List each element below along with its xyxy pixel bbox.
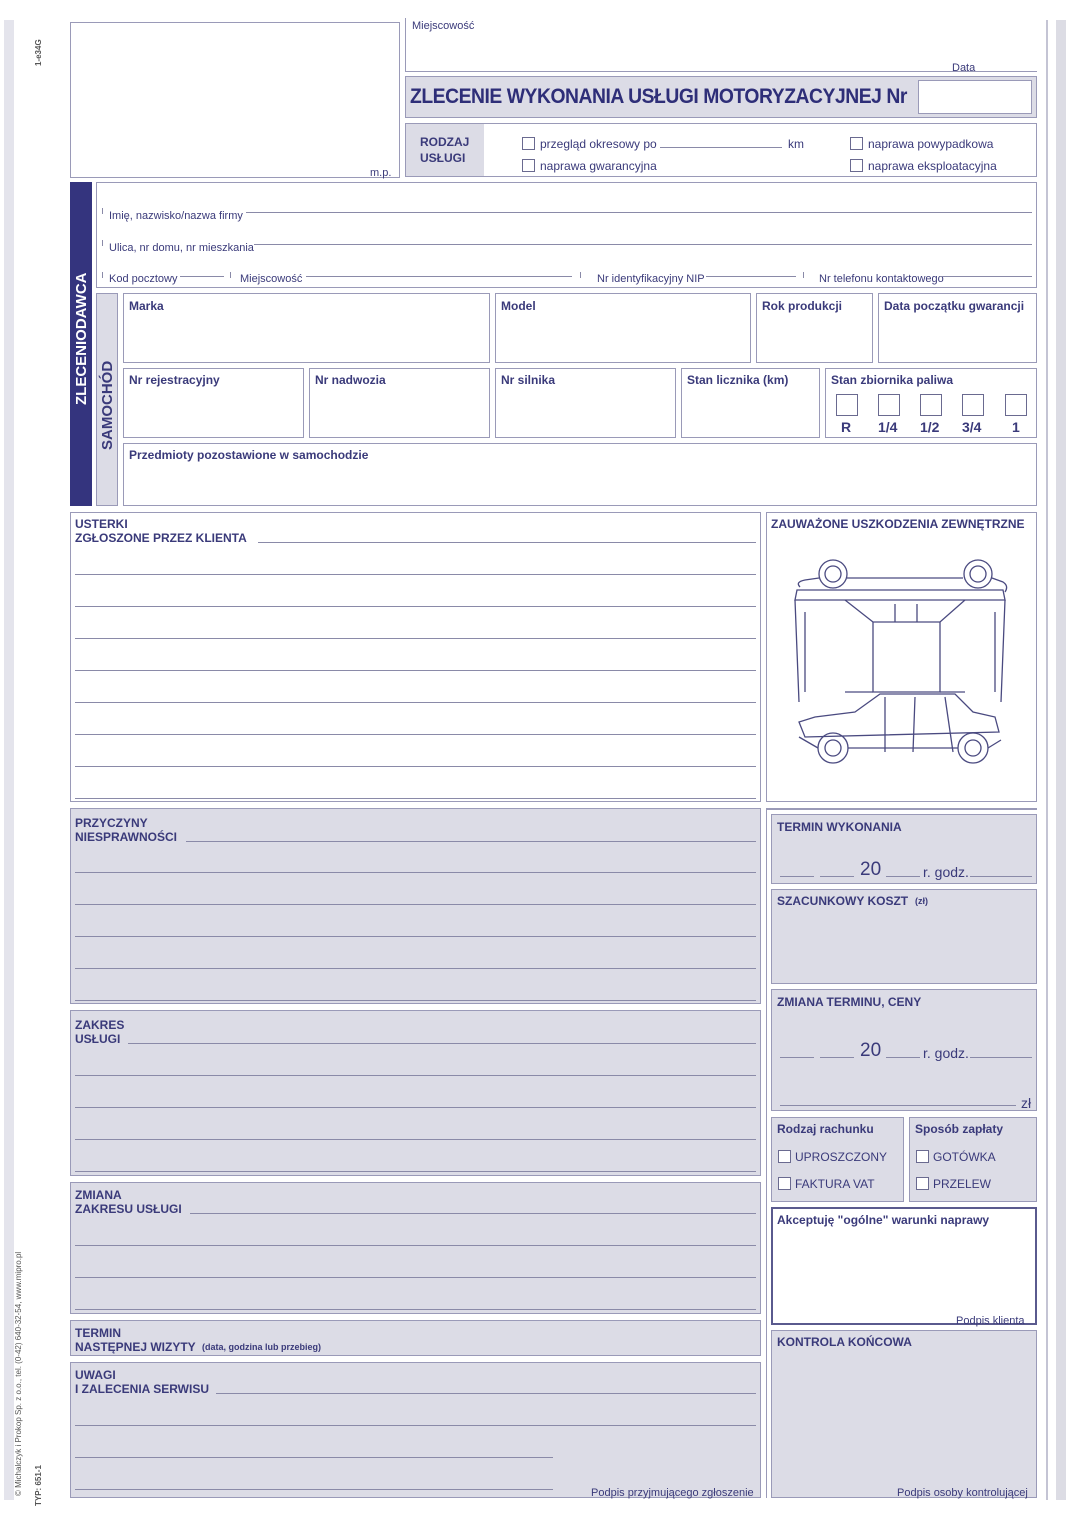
fuel-box-full[interactable]	[1005, 394, 1027, 416]
remarks-title-2: I ZALECENIA SERWISU	[75, 1382, 210, 1396]
opt-maintenance: naprawa eksploatacyjna	[868, 159, 997, 173]
faults-line[interactable]	[75, 670, 756, 671]
remarks-line[interactable]	[75, 1457, 553, 1458]
engine-number-label: Nr silnika	[501, 373, 556, 387]
city-line[interactable]	[306, 276, 572, 277]
deadline-year-line[interactable]	[886, 876, 920, 877]
receiver-signature-label: Podpis przyjmującego zgłoszenie	[591, 1487, 754, 1499]
client-section-label: ZLECENIODAWCA	[73, 272, 90, 405]
opt-accident: naprawa powypadkowa	[868, 137, 994, 151]
year-label: Rok produkcji	[762, 299, 843, 313]
faults-line[interactable]	[75, 766, 756, 767]
fuel-level-label: 3/4	[962, 419, 982, 435]
place-label: Miejscowość	[412, 20, 475, 32]
faults-title-2: ZGŁOSZONE PRZEZ KLIENTA	[75, 531, 247, 545]
change-hour-line[interactable]	[970, 1057, 1032, 1058]
fuel-box-quarter[interactable]	[878, 394, 900, 416]
client-signature-label: Podpis klienta	[956, 1315, 1025, 1327]
causes-line[interactable]	[75, 936, 756, 937]
scope-change-line[interactable]	[75, 1245, 756, 1246]
causes-line[interactable]	[75, 904, 756, 905]
checkbox-maintenance[interactable]	[850, 159, 863, 172]
inspector-signature-label: Podpis osoby kontrolującej	[897, 1487, 1028, 1499]
invoice-title: Rodzaj rachunku	[777, 1122, 874, 1136]
postal-line[interactable]	[180, 276, 224, 277]
car-section-label: SAMOCHÓD	[99, 360, 116, 450]
faults-line[interactable]	[75, 734, 756, 735]
fuel-label: Stan zbiornika paliwa	[831, 373, 954, 387]
form-type: TYP: 651-1	[34, 1465, 43, 1506]
nip-line[interactable]	[706, 276, 796, 277]
scope-change-line[interactable]	[75, 1277, 756, 1278]
postal-label: Kod pocztowy	[109, 273, 178, 285]
date-label: Data	[952, 62, 976, 74]
remarks-line[interactable]	[75, 1425, 756, 1426]
scope-line[interactable]	[75, 1139, 756, 1140]
remarks-line[interactable]	[75, 1489, 553, 1490]
checkbox-vat-invoice[interactable]	[778, 1177, 791, 1190]
remarks-title-1: UWAGI	[75, 1368, 116, 1382]
causes-line[interactable]	[75, 968, 756, 969]
causes-line[interactable]	[75, 1000, 756, 1001]
scope-line[interactable]	[75, 1171, 756, 1172]
change-day-line[interactable]	[780, 1057, 814, 1058]
place-date-box[interactable]	[405, 18, 1037, 72]
causes-title-1: PRZYCZYNY	[75, 816, 148, 830]
deadline-suffix: r. godz.	[923, 864, 969, 880]
city-label: Miejscowość	[240, 273, 303, 285]
checkbox-warranty[interactable]	[522, 159, 535, 172]
checkbox-periodic[interactable]	[522, 137, 535, 150]
checkbox-simplified[interactable]	[778, 1150, 791, 1163]
warranty-start-label: Data początku gwarancji	[884, 299, 1025, 313]
causes-line[interactable]	[186, 841, 756, 842]
left-items-label: Przedmioty pozostawione w samochodzie	[129, 448, 369, 462]
scope-line[interactable]	[75, 1107, 756, 1108]
fuel-level-label: R	[841, 419, 852, 435]
change-month-line[interactable]	[820, 1057, 854, 1058]
final-check-box[interactable]	[771, 1330, 1037, 1498]
fuel-level-label: 1	[1012, 419, 1020, 435]
deadline-title: TERMIN WYKONANIA	[777, 820, 902, 834]
remarks-line[interactable]	[216, 1393, 756, 1394]
payment-title: Sposób zapłaty	[915, 1122, 1004, 1136]
km-label: km	[788, 137, 804, 151]
change-title: ZMIANA TERMINU, CENY	[777, 995, 922, 1009]
stamp-box[interactable]	[70, 22, 400, 178]
faults-line[interactable]	[75, 638, 756, 639]
checkbox-transfer[interactable]	[916, 1177, 929, 1190]
accept-title: Akceptuję "ogólne" warunki naprawy	[777, 1213, 990, 1227]
faults-title-1: USTERKI	[75, 517, 128, 531]
marka-label: Marka	[129, 299, 164, 313]
scope-line[interactable]	[75, 1075, 756, 1076]
checkbox-cash[interactable]	[916, 1150, 929, 1163]
left-grey-band	[4, 20, 14, 1500]
client-street-line[interactable]	[254, 244, 1032, 245]
registration-label: Nr rejestracyjny	[129, 373, 220, 387]
deadline-day-line[interactable]	[780, 876, 814, 877]
change-currency: zł	[1021, 1095, 1032, 1111]
mp-label: m.p.	[370, 167, 392, 179]
change-year-prefix: 20	[860, 1040, 882, 1061]
deadline-hour-line[interactable]	[970, 876, 1032, 877]
scope-box[interactable]	[70, 1010, 761, 1176]
scope-change-line[interactable]	[190, 1213, 756, 1214]
right-edge-line	[1046, 20, 1048, 1500]
odometer-label: Stan licznika (km)	[687, 373, 789, 387]
fuel-box-half[interactable]	[920, 394, 942, 416]
change-year-line[interactable]	[886, 1057, 920, 1058]
deadline-month-line[interactable]	[820, 876, 854, 877]
publisher-note: © Michalczyk i Prokop Sp. z o.o., tel. (0-42) 640-32-54, www.mipro.pl	[14, 1251, 23, 1496]
form-code: 1-e34G	[34, 39, 43, 66]
final-check-title: KONTROLA KOŃCOWA	[777, 1335, 912, 1349]
marka-field[interactable]	[123, 293, 490, 363]
km-line[interactable]	[660, 147, 782, 148]
invoice-opt-vat: FAKTURA VAT	[795, 1177, 875, 1191]
form-title: ZLECENIE WYKONANIA USŁUGI MOTORYZACYJNEJ Nr	[410, 85, 907, 108]
faults-line[interactable]	[75, 702, 756, 703]
causes-title-2: NIESPRAWNOŚCI	[75, 830, 178, 844]
deadline-year-prefix: 20	[860, 859, 882, 880]
cost-unit: (zł)	[915, 896, 928, 906]
model-label: Model	[501, 299, 536, 313]
nip-label: Nr identyfikacyjny NIP	[597, 273, 705, 285]
fuel-level-label: 1/2	[920, 419, 940, 435]
scope-title-2: USŁUGI	[75, 1032, 121, 1046]
checkbox-accident[interactable]	[850, 137, 863, 150]
payment-opt-transfer: PRZELEW	[933, 1177, 992, 1191]
fuel-box-three-quarter[interactable]	[962, 394, 984, 416]
faults-line[interactable]	[258, 542, 756, 543]
car-outline-icon[interactable]	[785, 552, 1015, 772]
scope-line[interactable]	[128, 1043, 756, 1044]
body-number-label: Nr nadwozia	[315, 373, 386, 387]
opt-periodic: przegląd okresowy po	[540, 137, 657, 151]
right-edge-bar	[1056, 20, 1066, 1500]
fuel-level-label: 1/4	[878, 419, 898, 435]
scope-change-line[interactable]	[75, 1309, 756, 1310]
service-type-label-1: RODZAJ	[420, 135, 470, 149]
scope-change-title-1: ZMIANA	[75, 1188, 122, 1202]
phone-line[interactable]	[940, 276, 1032, 277]
faults-line[interactable]	[75, 574, 756, 575]
change-price-line[interactable]	[780, 1105, 1016, 1106]
invoice-opt-simplified: UPROSZCZONY	[795, 1150, 888, 1164]
faults-line[interactable]	[75, 606, 756, 607]
next-visit-note: (data, godzina lub przebieg)	[202, 1342, 321, 1352]
order-number-field[interactable]	[918, 80, 1032, 114]
scope-change-title-2: ZAKRESU USŁUGI	[75, 1202, 182, 1216]
client-name-label: Imię, nazwisko/nazwa firmy	[109, 210, 243, 222]
causes-line[interactable]	[75, 872, 756, 873]
next-visit-title-1: TERMIN	[75, 1326, 121, 1340]
change-suffix: r. godz.	[923, 1045, 969, 1061]
damage-title: ZAUWAŻONE USZKODZENIA ZEWNĘTRZNE	[771, 517, 1025, 531]
cost-title: SZACUNKOWY KOSZT	[777, 894, 909, 908]
faults-line[interactable]	[75, 798, 756, 799]
opt-warranty: naprawa gwarancyjna	[540, 159, 657, 173]
client-street-label: Ulica, nr domu, nr mieszkania	[109, 242, 254, 254]
fuel-box-r[interactable]	[836, 394, 858, 416]
payment-opt-cash: GOTÓWKA	[933, 1150, 996, 1164]
service-type-label-bg	[406, 124, 484, 176]
service-type-label-2: USŁUGI	[420, 151, 466, 165]
next-visit-title-2: NASTĘPNEJ WIZYTY	[75, 1340, 196, 1354]
phone-label: Nr telefonu kontaktowego	[819, 273, 944, 285]
scope-title-1: ZAKRES	[75, 1018, 125, 1032]
faults-box[interactable]	[70, 512, 761, 802]
client-name-line[interactable]	[246, 212, 1032, 213]
